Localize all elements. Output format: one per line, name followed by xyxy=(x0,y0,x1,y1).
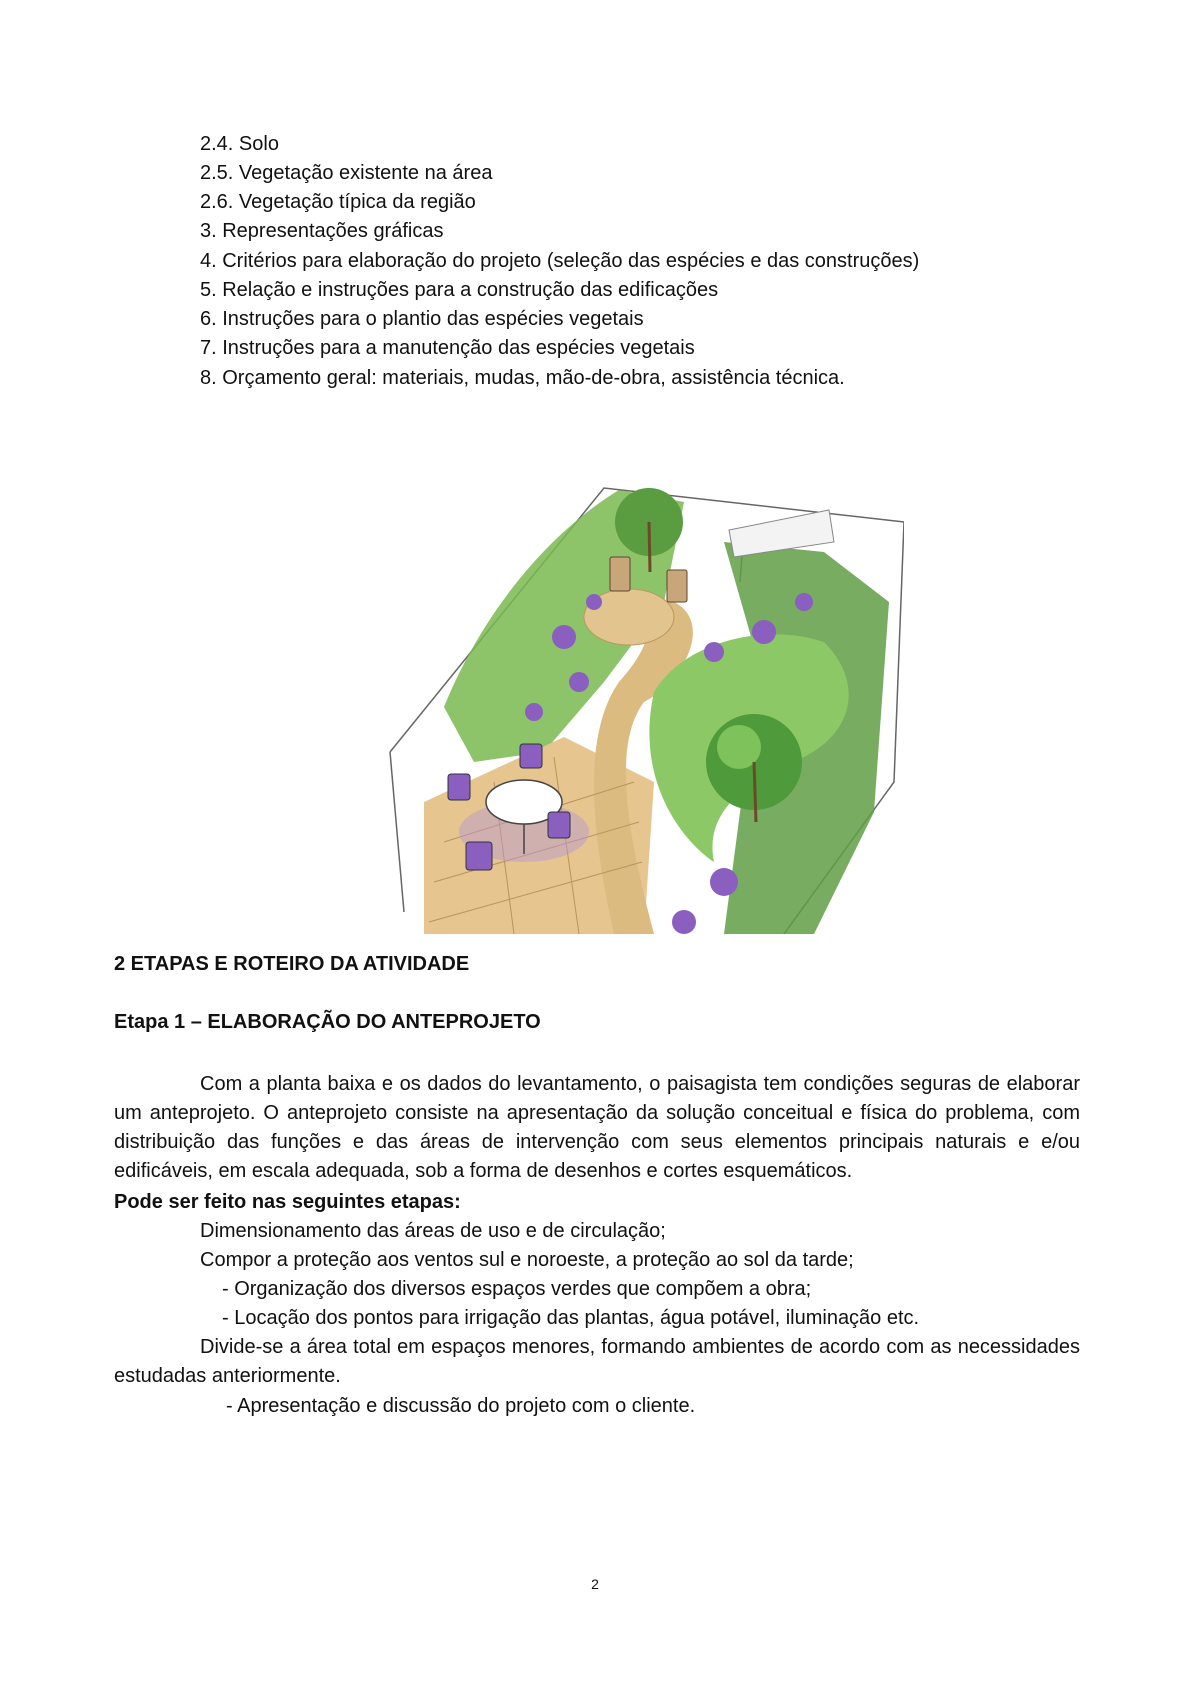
list-item: 4. Critérios para elaboração do projeto (seleção das espécies e das construções) xyxy=(200,250,920,272)
etapa-heading: Etapa 1 – ELABORAÇÃO DO ANTEPROJETO xyxy=(114,1011,541,1033)
pergola xyxy=(729,510,834,557)
list-item: 8. Orçamento geral: materiais, mudas, mão-de-obra, assistência técnica. xyxy=(200,367,845,389)
step-item: - Organização dos diversos espaços verdes que compõem a obra; xyxy=(222,1278,812,1300)
garden-illustration xyxy=(384,482,904,934)
divide-paragraph: Divide-se a área total em espaços menores, formando ambientes de acordo com as necessidades estudadas anteriormente. xyxy=(114,1336,1080,1387)
section-heading: 2 ETAPAS E ROTEIRO DA ATIVIDADE xyxy=(114,953,470,975)
list-item: 2.6. Vegetação típica da região xyxy=(200,191,476,213)
step-item: Dimensionamento das áreas de uso e de circulação; xyxy=(200,1220,666,1242)
list-item: 7. Instruções para a manutenção das espécies vegetais xyxy=(200,337,695,359)
list-item: 3. Representações gráficas xyxy=(200,220,444,242)
steps-heading: Pode ser feito nas seguintes etapas: xyxy=(114,1191,461,1213)
page-number: 2 xyxy=(591,1576,599,1592)
list-item: 2.4. Solo xyxy=(200,133,279,155)
intro-paragraph: Com a planta baixa e os dados do levantamento, o paisagista tem condições seguras de elaborar um anteprojeto. O anteprojeto consiste na apresentação da solução conceitual e física do problema, com distribuição das funções e das áreas de intervenção com seus elementos principais naturais e e/ou edificáveis, em escala adequada, sob a forma de desenhos e cortes esquemáticos. xyxy=(114,1073,1080,1182)
final-step: - Apresentação e discussão do projeto com o cliente. xyxy=(226,1395,696,1417)
step-item: - Locação dos pontos para irrigação das plantas, água potável, iluminação etc. xyxy=(222,1307,920,1329)
list-item: 2.5. Vegetação existente na área xyxy=(200,162,493,184)
step-item: Compor a proteção aos ventos sul e noroeste, a proteção ao sol da tarde; xyxy=(200,1249,854,1271)
list-item: 5. Relação e instruções para a construção das edificações xyxy=(200,279,719,301)
list-item: 6. Instruções para o plantio das espécies vegetais xyxy=(200,308,644,330)
